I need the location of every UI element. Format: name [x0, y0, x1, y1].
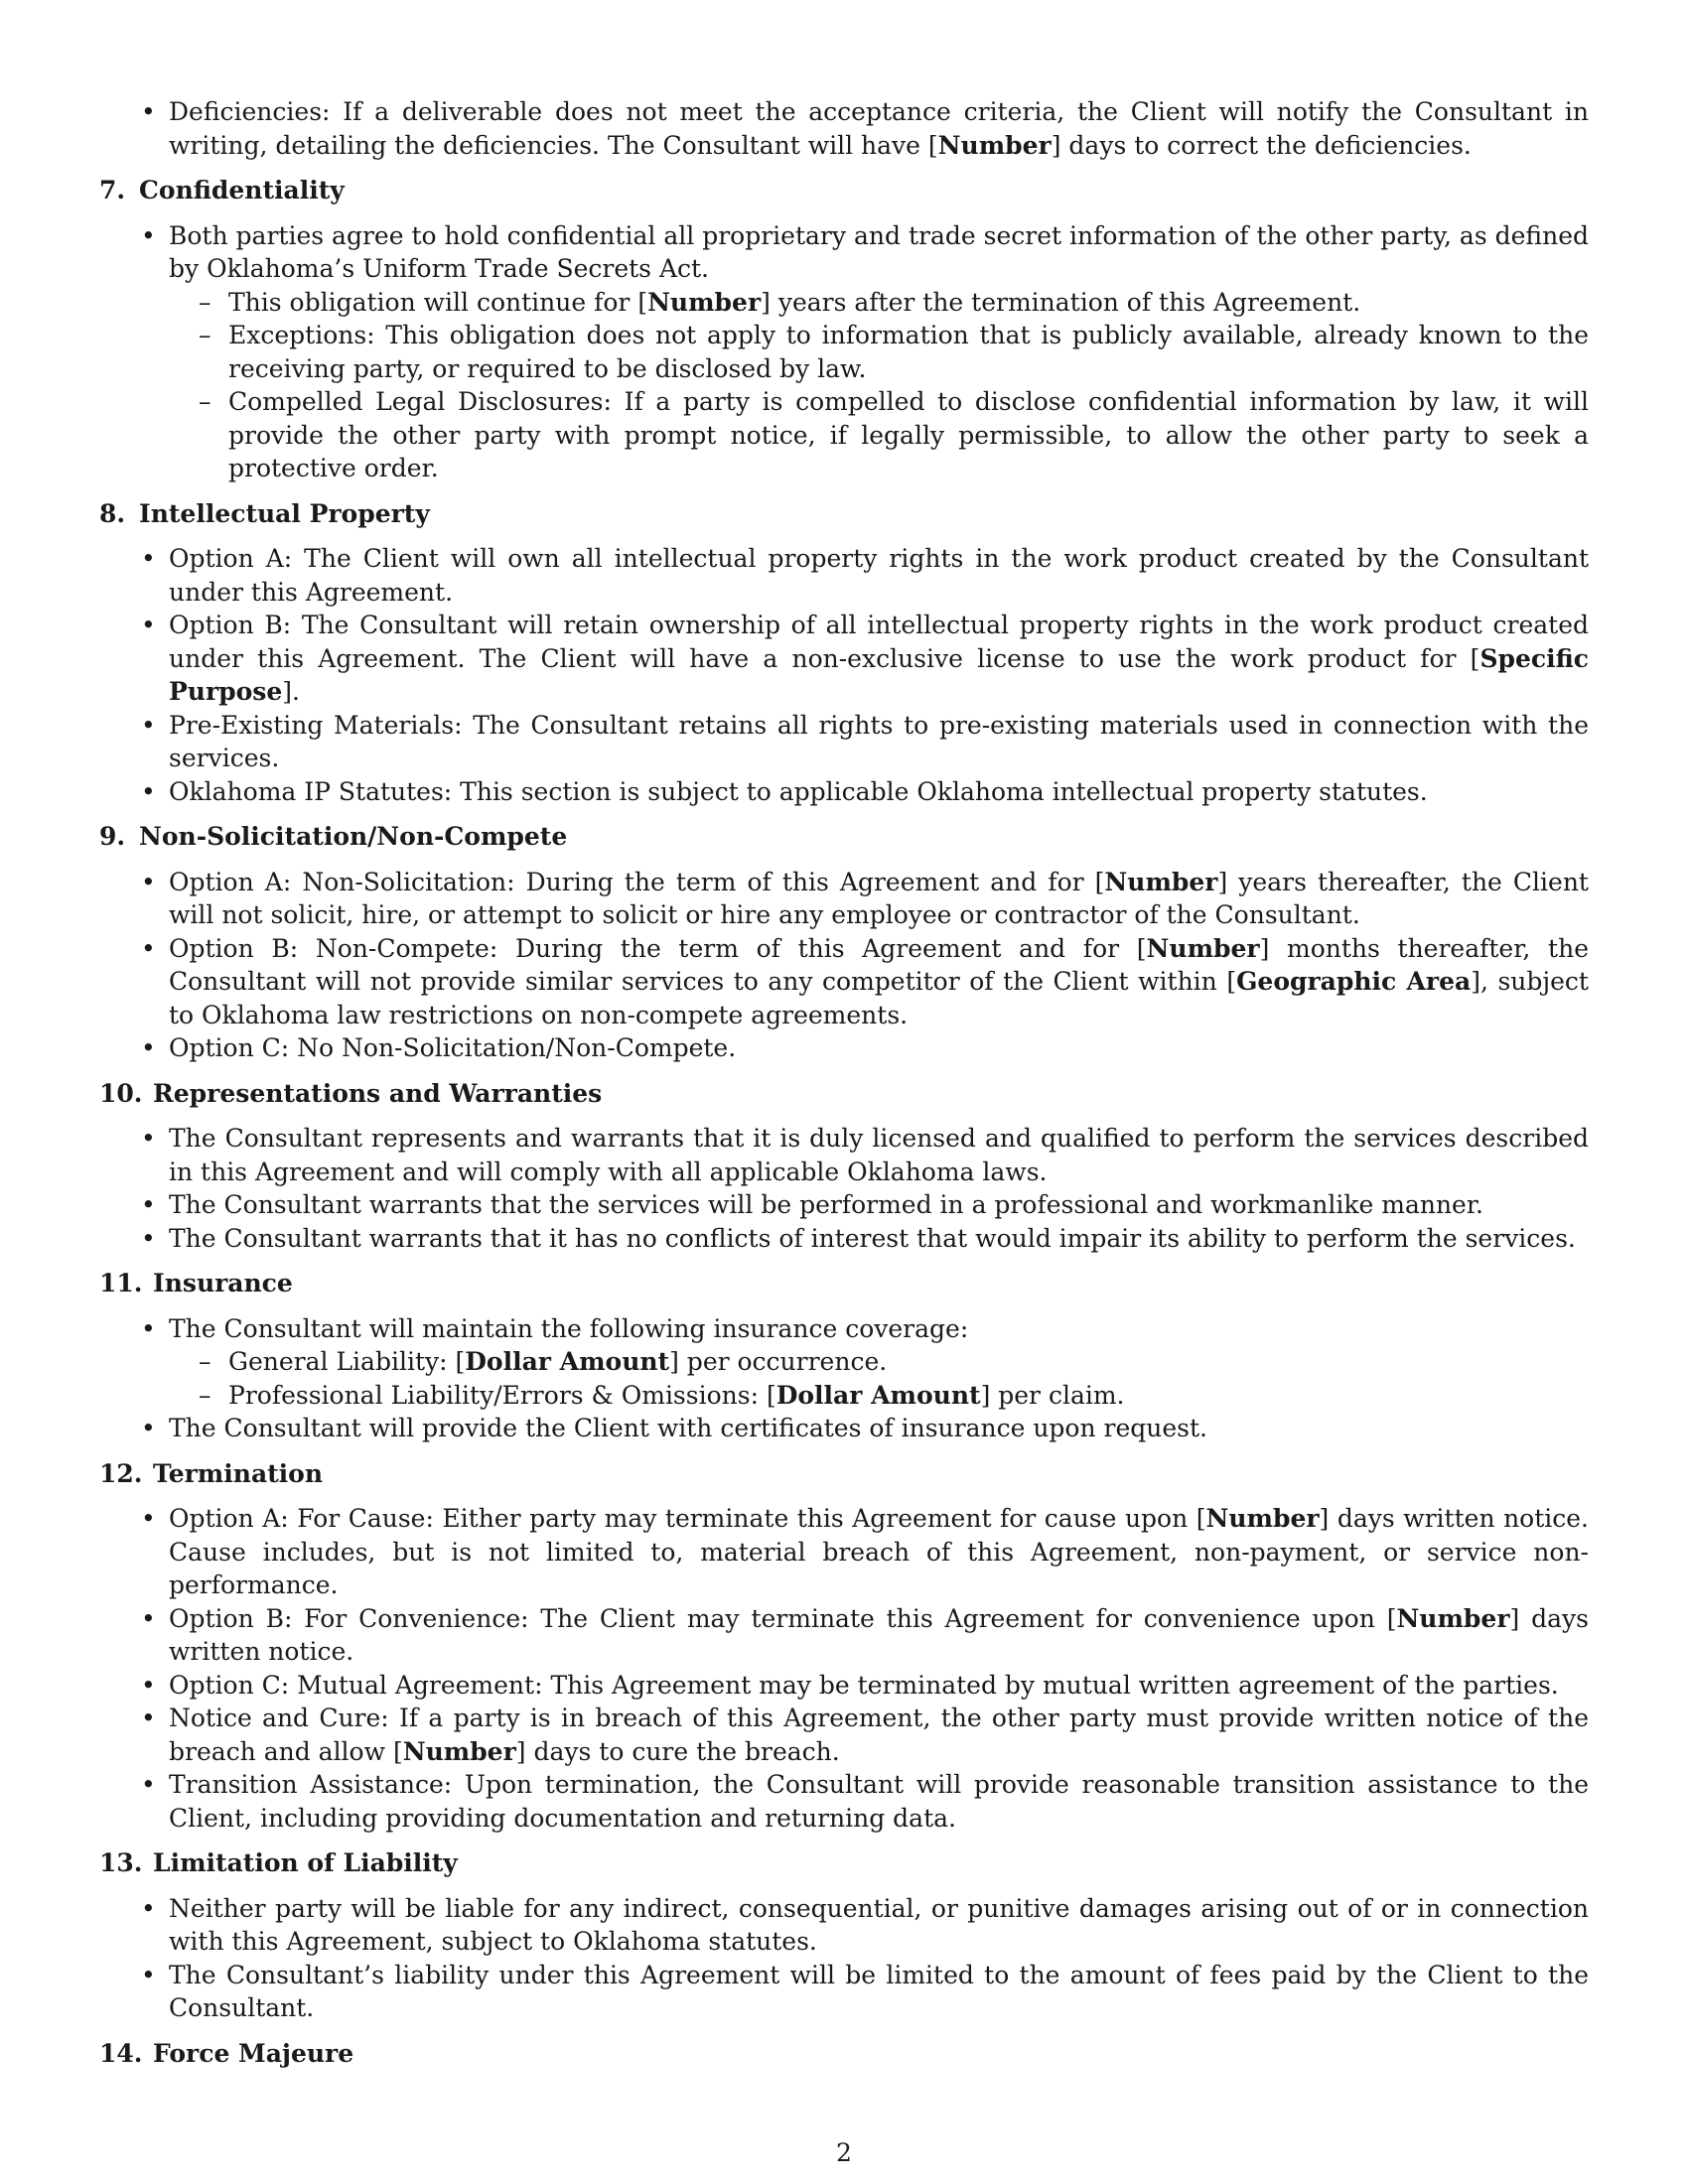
list-item: • The Consultant’s liability under this Agreement will be limited to the amount of fees paid by the Client to the Consultant. — [99, 1959, 1589, 2025]
list-item: • Both parties agree to hold confidential all proprietary and trade secret information of the other party, as defined by Oklahoma’s Uniform Trade Secrets Act. – This obligation will continue for [Number] years after the termination of this Agreement. – Exceptions: This obligation does not apply to information that is publicly available, already known to the receiving party, or required to be disclosed by law. – Compelled Legal Disclosures: If a party is compelled to disclose confidential information by law, it will provide the other party with prompt notice, if legally permissible, to allow the other party to seek a protective order. — [99, 219, 1589, 485]
bullet-list — [99, 542, 1589, 808]
bullet-list — [99, 219, 1589, 485]
sub-list-item: – Exceptions: This obligation does not apply to information that is publicly available, already known to the receiving party, or required to be disclosed by law. — [169, 319, 1589, 385]
list-item: • Option B: For Convenience: The Client may terminate this Agreement for convenience upon [Number] days written notice. — [99, 1602, 1589, 1669]
list-item: • Option A: Non-Solicitation: During the term of this Agreement and for [Number] years thereafter, the Client will not solicit, hire, or attempt to solicit or hire any employee or contractor of the Consultant. — [99, 866, 1589, 932]
bullet-list — [99, 1502, 1589, 1835]
list-item: • Deficiencies: If a deliverable does not meet the acceptance criteria, the Client will notify the Consultant in writing, detailing the deficiencies. The Consultant will have [Number] days to correct the deficiencies. — [99, 95, 1589, 162]
section-title: Force Majeure — [153, 2038, 354, 2068]
document-body — [99, 95, 1589, 2082]
section-heading — [99, 497, 1589, 531]
section-title: Limitation of Liability — [153, 1848, 458, 1877]
section-heading — [99, 174, 1589, 207]
section-title: Termination — [153, 1458, 324, 1488]
list-item: • Oklahoma IP Statutes: This section is subject to applicable Oklahoma intellectual property statutes. — [99, 775, 1589, 809]
bullet-list — [99, 1312, 1589, 1445]
section-number: 11. — [99, 1269, 143, 1297]
section-number: 9. — [99, 822, 126, 851]
section-number: 10. — [99, 1078, 143, 1108]
list-item: • Option C: No Non-Solicitation/Non-Compete. — [99, 1031, 1589, 1065]
section-number: 13. — [99, 1848, 143, 1877]
bullet-list — [99, 1892, 1589, 2025]
list-item: • The Consultant warrants that the services will be performed in a professional and workmanlike manner. — [99, 1188, 1589, 1222]
section-heading — [99, 1457, 1589, 1491]
list-item: • Option A: The Client will own all intellectual property rights in the work product created by the Consultant under this Agreement. — [99, 542, 1589, 609]
list-item: • Notice and Cure: If a party is in breach of this Agreement, the other party must provide written notice of the breach and allow [Number] days to cure the breach. — [99, 1702, 1589, 1768]
section-title: Insurance — [153, 1269, 293, 1297]
bullet-list — [99, 866, 1589, 1065]
section-number: 12. — [99, 1458, 143, 1488]
list-item: • Option B: The Consultant will retain ownership of all intellectual property rights in the work product created under this Agreement. The Client will have a non-exclusive license to use the work product for [Specific Purpose]. — [99, 609, 1589, 709]
sub-list — [169, 286, 1589, 485]
list-item: • Option B: Non-Compete: During the term of this Agreement and for [Number] months thereafter, the Consultant will not provide similar services to any competitor of the Client within [Geographic Area], subject to Oklahoma law restrictions on non-compete agreements. — [99, 932, 1589, 1032]
list-item: • Option A: For Cause: Either party may terminate this Agreement for cause upon [Number] days written notice. Cause includes, but is not limited to, material breach of this Agreement, non-payment, or service non-performance. — [99, 1502, 1589, 1602]
sub-list-item: – This obligation will continue for [Number] years after the termination of this Agreement. — [169, 286, 1589, 320]
list-item: • The Consultant will provide the Client with certificates of insurance upon request. — [99, 1412, 1589, 1445]
section-number: 7. — [99, 176, 126, 205]
list-item: • The Consultant warrants that it has no conflicts of interest that would impair its ability to perform the services. — [99, 1222, 1589, 1256]
list-item: • The Consultant represents and warrants that it is duly licensed and qualified to perform the services described in this Agreement and will comply with all applicable Oklahoma laws. — [99, 1122, 1589, 1188]
sub-list-item: – Professional Liability/Errors & Omissions: [Dollar Amount] per claim. — [169, 1379, 1589, 1413]
list-item: • Neither party will be liable for any indirect, consequential, or punitive damages arising out of or in connection with this Agreement, subject to Oklahoma statutes. — [99, 1892, 1589, 1959]
bullet-list — [99, 95, 1589, 162]
section-heading — [99, 1846, 1589, 1880]
bullet-list — [99, 1122, 1589, 1255]
section-title: Confidentiality — [139, 176, 345, 205]
section-number: 14. — [99, 2038, 143, 2068]
list-item: • The Consultant will maintain the following insurance coverage: – General Liability: [Dollar Amount] per occurrence. – Professional Liability/Errors & Omissions: [Dollar Amount] per claim. — [99, 1312, 1589, 1413]
section-title: Intellectual Property — [139, 498, 430, 528]
sub-list-item: – General Liability: [Dollar Amount] per occurrence. — [169, 1345, 1589, 1379]
section-title: Non-Solicitation/Non-Compete — [139, 822, 568, 851]
list-item: • Pre-Existing Materials: The Consultant retains all rights to pre-existing materials used in connection with the services. — [99, 709, 1589, 775]
sub-list — [169, 1345, 1589, 1412]
section-heading — [99, 1267, 1589, 1300]
list-item: • Option C: Mutual Agreement: This Agreement may be terminated by mutual written agreement of the parties. — [99, 1669, 1589, 1703]
list-item: • Transition Assistance: Upon termination, the Consultant will provide reasonable transition assistance to the Client, including providing documentation and returning data. — [99, 1768, 1589, 1835]
page-number: 2 — [836, 2138, 852, 2167]
section-title: Representations and Warranties — [153, 1078, 603, 1108]
section-heading — [99, 1077, 1589, 1111]
section-number: 8. — [99, 498, 126, 528]
sub-list-item: – Compelled Legal Disclosures: If a party is compelled to disclose confidential information by law, it will provide the other party with prompt notice, if legally permissible, to allow the other party to seek a protective order. — [169, 385, 1589, 485]
section-heading — [99, 2037, 1589, 2071]
section-heading — [99, 820, 1589, 854]
